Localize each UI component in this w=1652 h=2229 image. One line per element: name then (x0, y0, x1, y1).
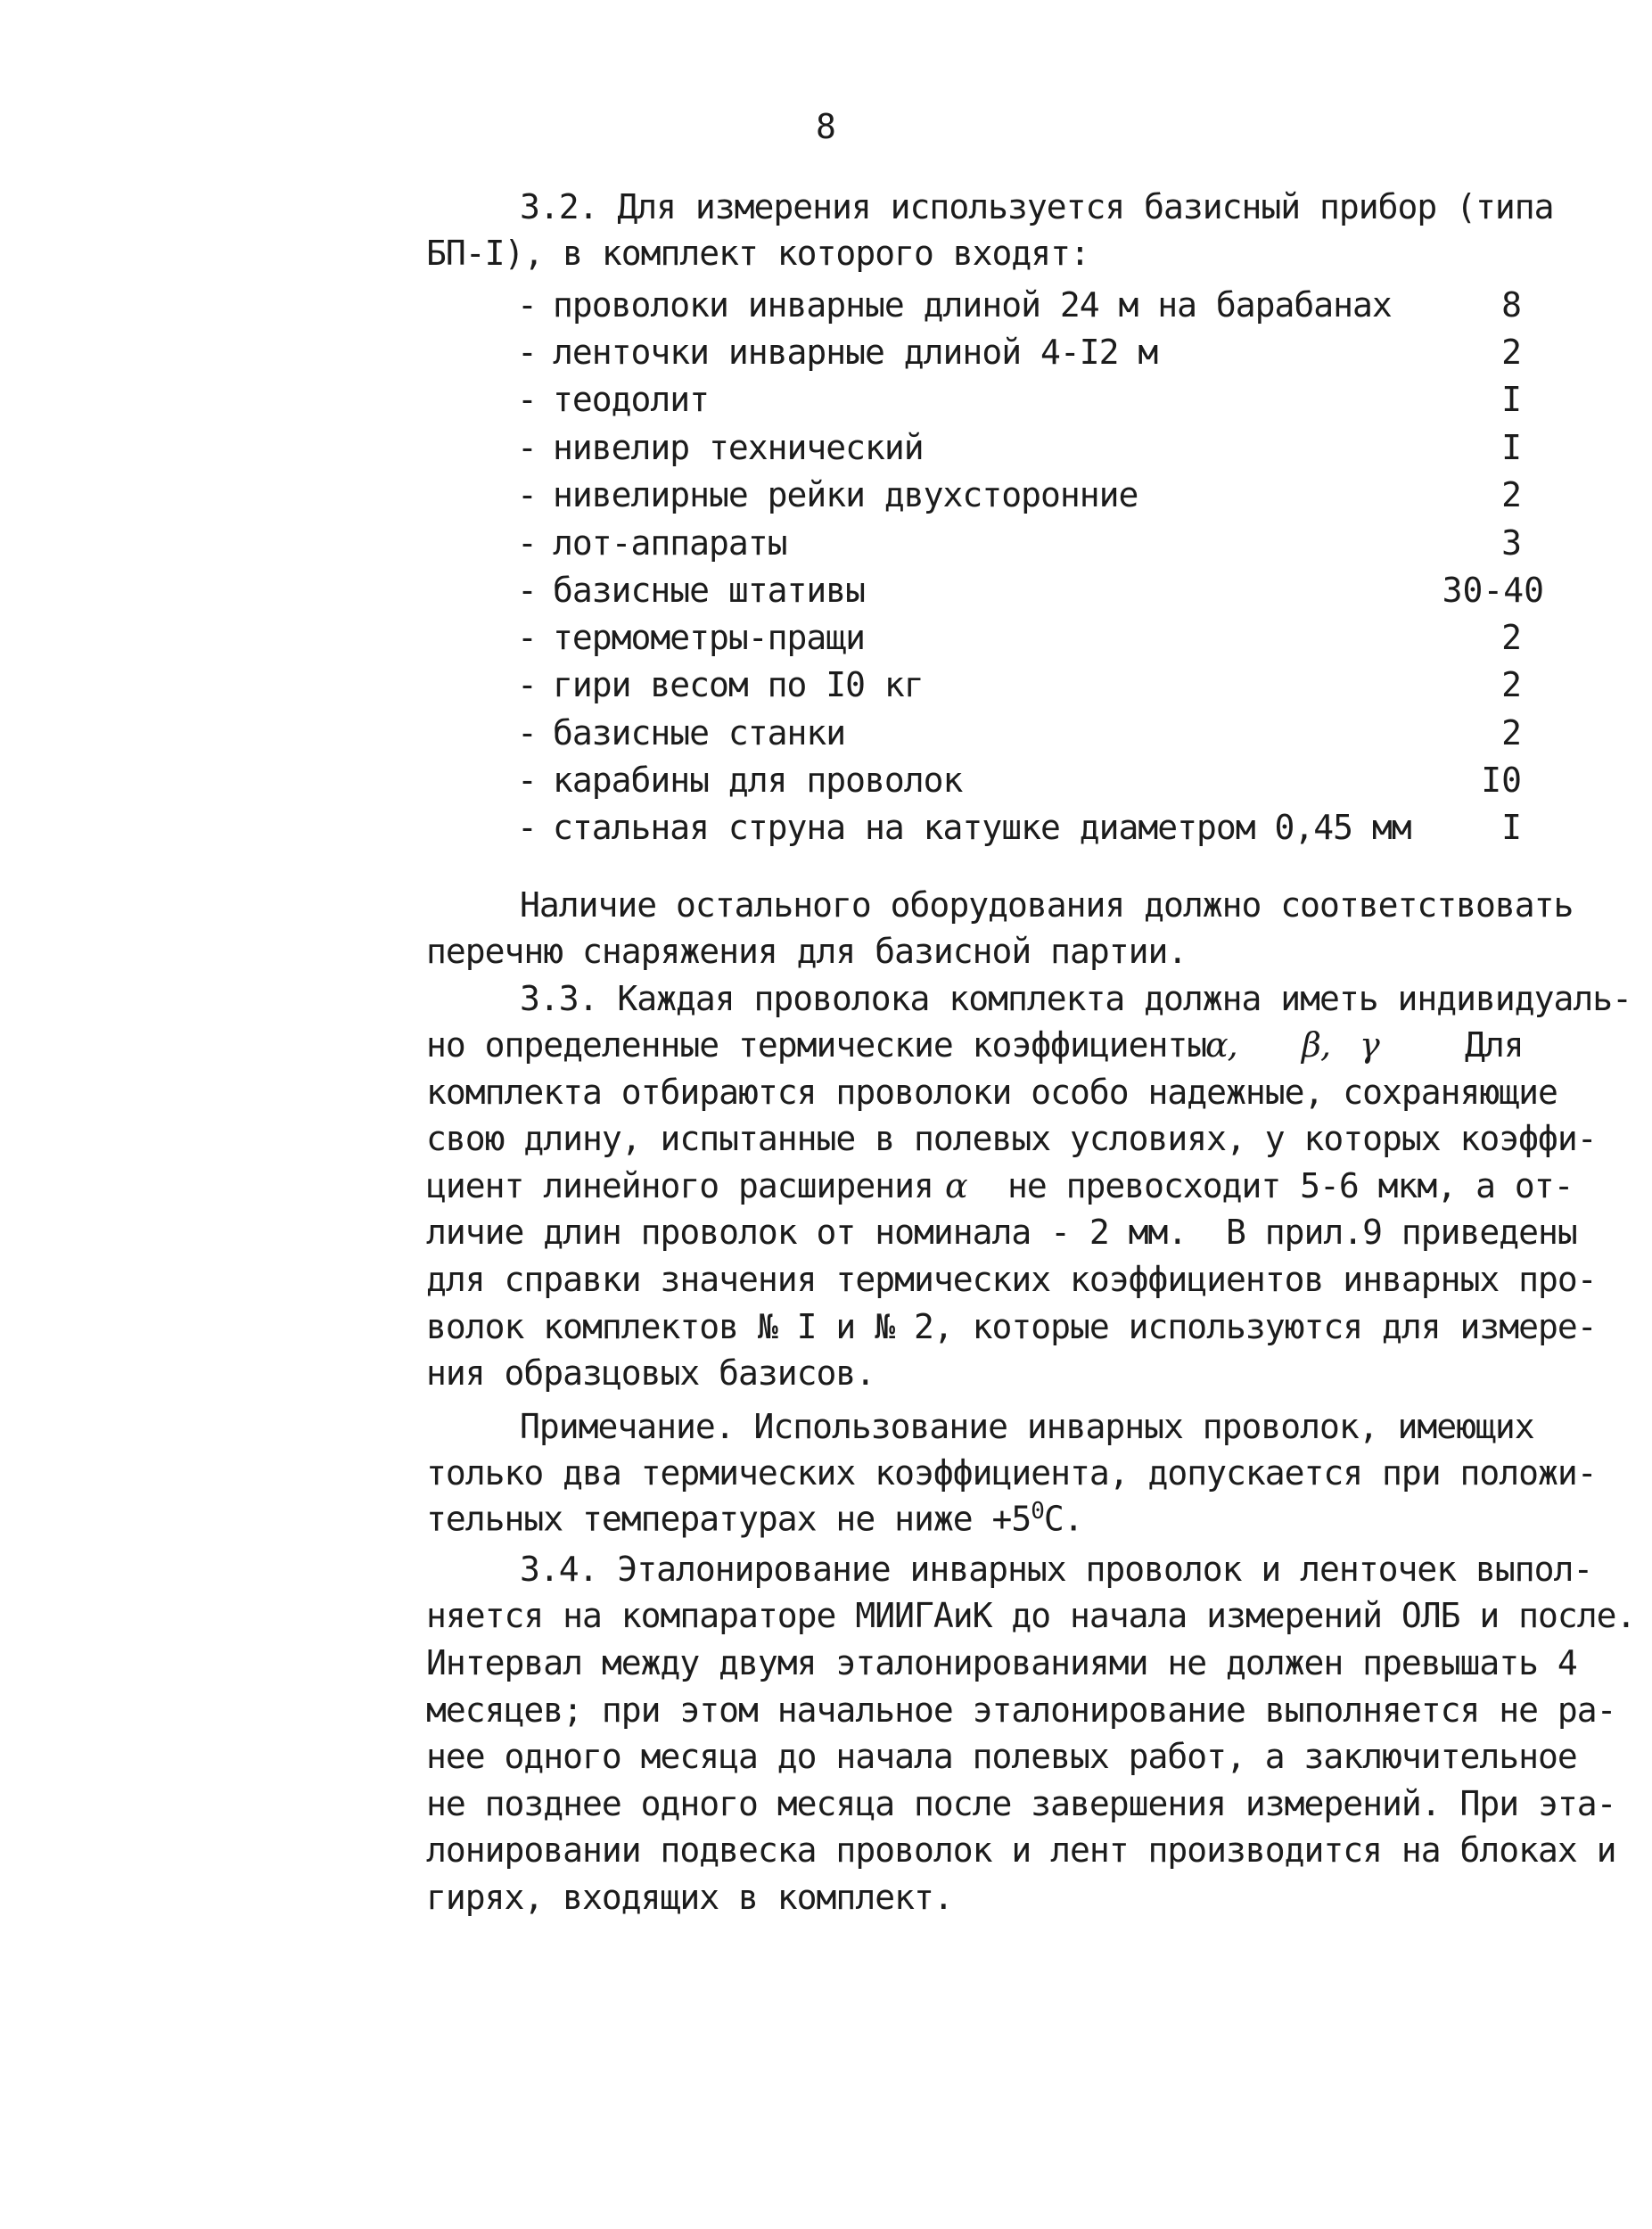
coefficients-text: но определенные термические коэффициенты (426, 1025, 1207, 1065)
item-name: карабины для проволок (553, 761, 963, 800)
item-name: нивелир технический (553, 428, 924, 467)
item-qty: 2 (1501, 713, 1522, 753)
for-word: Для (1465, 1025, 1524, 1065)
note-line3 (426, 1498, 1083, 1539)
alpha-symbol: α, (1205, 1025, 1237, 1065)
list-dash: - (517, 428, 538, 467)
note-line3-text: тельных температурах не ниже +5 (426, 1499, 1031, 1539)
list-dash: - (517, 618, 538, 657)
item-qty: 8 (1501, 285, 1522, 325)
section-3-3-line1: 3.3. Каждая проволока комплекта должна иметь индивидуаль- (520, 979, 1632, 1018)
item-name: теодолит (553, 380, 710, 419)
section-3-2-line1: 3.2. Для измерения используется базисный прибор (типа (520, 187, 1554, 226)
item-name: базисные станки (553, 713, 846, 753)
list-dash: - (517, 523, 538, 563)
item-qty: 3 (1501, 523, 1522, 563)
section-3-2-line2: БП-I), в комплект которого входят: (426, 234, 1089, 273)
item-name: лот-аппараты (553, 523, 787, 563)
degree-sup: 0 (1031, 1498, 1044, 1525)
item-name: стальная струна на катушке диаметром 0,45 мм (553, 808, 1411, 847)
section-3-3-line9: ния образцовых базисов. (426, 1353, 875, 1393)
list-dash: - (517, 475, 538, 514)
section-3-4-line7: лонировании подвеска проволок и лент производится на блоках и (426, 1830, 1616, 1870)
list-dash: - (517, 761, 538, 800)
section-3-4-line1: 3.4. Эталонирование инварных проволок и ленточек выпол- (520, 1550, 1593, 1589)
alpha-symbol: α (945, 1166, 967, 1205)
section-3-4-line3: Интервал между двумя эталонированиями не должен превышать 4 (426, 1643, 1577, 1682)
item-qty: I (1501, 428, 1522, 467)
note-line1: Примечание. Использование инварных проволок, имеющих (520, 1407, 1534, 1446)
item-qty: 2 (1501, 333, 1522, 372)
item-name: базисные штативы (553, 571, 866, 610)
gamma-symbol: γ (1360, 1025, 1379, 1065)
list-dash: - (517, 380, 538, 419)
item-name: термометры-пращи (553, 618, 866, 657)
expansion-text-rest: не превосходит 5-6 мкм, а от- (1007, 1166, 1574, 1205)
item-qty: 2 (1501, 618, 1522, 657)
list-dash: - (517, 808, 538, 847)
page-number: 8 (816, 107, 836, 146)
list-dash: - (517, 713, 538, 753)
section-3-3-line6: личие длин проволок от номинала - 2 мм. В прил.9 приведены (426, 1213, 1577, 1252)
presence-line2: перечню снаряжения для базисной партии. (426, 932, 1188, 971)
note-line3-unit: С. (1043, 1499, 1083, 1539)
list-dash: - (517, 665, 538, 704)
section-3-4-line8: гирях, входящих в комплект. (426, 1878, 953, 1917)
note-line2: только два термических коэффициента, допускается при положи- (426, 1453, 1597, 1493)
section-3-3-line8: волок комплектов № I и № 2, которые используются для измере- (426, 1307, 1597, 1346)
beta-symbol: β, (1302, 1025, 1331, 1065)
item-name: гири весом по I0 кг (553, 665, 924, 704)
item-qty: I (1501, 808, 1522, 847)
item-qty: I0 (1481, 761, 1522, 800)
section-3-4-line6: не позднее одного месяца после завершения измерений. При эта- (426, 1784, 1616, 1823)
list-dash: - (517, 571, 538, 610)
item-name: нивелирные рейки двухсторонние (553, 475, 1138, 514)
list-dash: - (517, 333, 538, 372)
section-3-3-line3: комплекта отбираются проволоки особо надежные, сохраняющие (426, 1073, 1557, 1112)
item-qty: 2 (1501, 475, 1522, 514)
presence-line1: Наличие остального оборудования должно соответствовать (520, 885, 1574, 925)
item-qty: 2 (1501, 665, 1522, 704)
section-3-3-line4: свою длину, испытанные в полевых условиях, у которых коэффи- (426, 1119, 1597, 1158)
item-qty: 30-40 (1442, 571, 1544, 610)
item-qty: I (1501, 380, 1522, 419)
list-dash: - (517, 285, 538, 325)
item-name: ленточки инварные длиной 4-I2 м (553, 333, 1158, 372)
section-3-3-line7: для справки значения термических коэффициентов инварных про- (426, 1260, 1597, 1299)
section-3-4-line5: нее одного месяца до начала полевых работ, а заключительное (426, 1737, 1577, 1776)
section-3-4-line4: месяцев; при этом начальное эталонирование выполняется не ра- (426, 1690, 1616, 1730)
item-name: проволоки инварные длиной 24 м на барабанах (553, 285, 1392, 325)
section-3-4-line2: няется на компараторе МИИГАиК до начала измерений ОЛБ и после. (426, 1596, 1636, 1635)
expansion-text: циент линейного расширения (426, 1166, 933, 1205)
